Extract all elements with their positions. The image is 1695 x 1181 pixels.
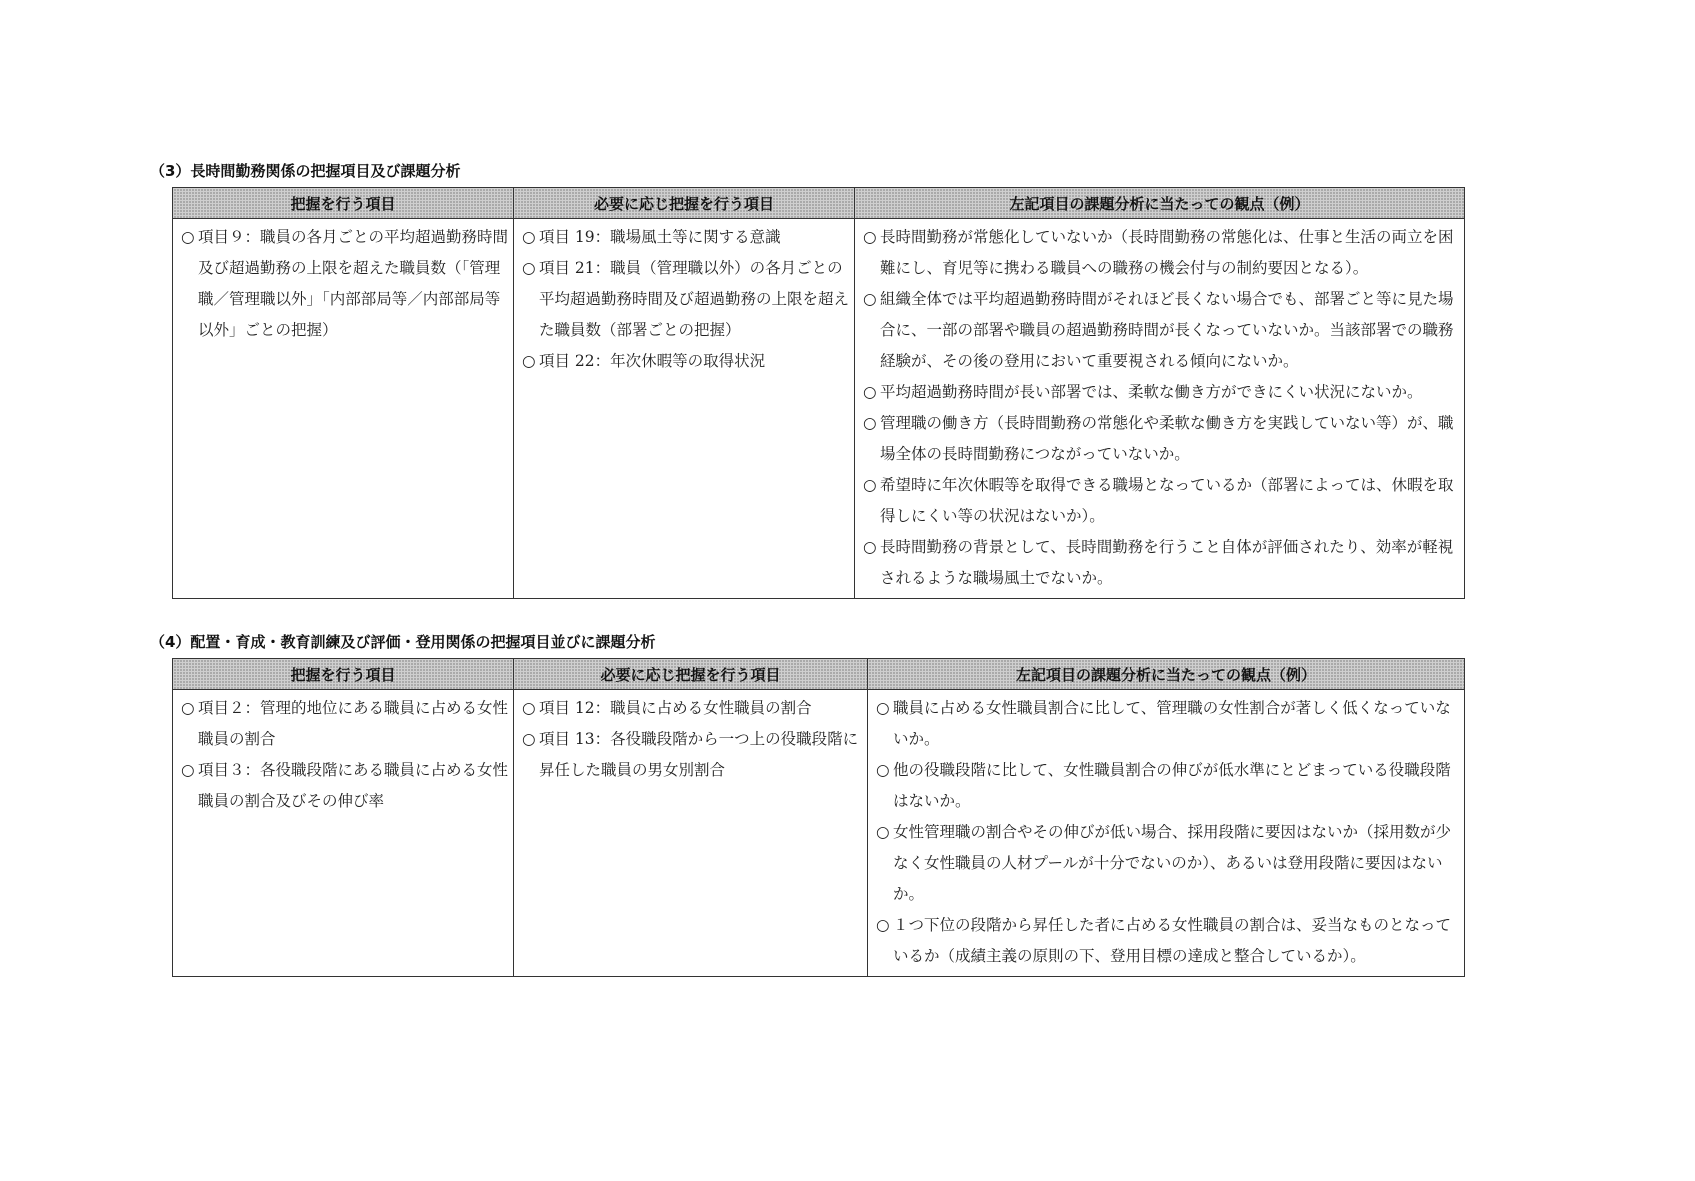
list-item-text: 項目 21：職員（管理職以外）の各月ごとの平均超過勤務時間及び超過勤務の上限を超えた職員数（部署ごとの把握） [539, 259, 850, 339]
list-item-text: 希望時に年次休暇等を取得できる職場となっているか（部署によっては、休暇を取得しにくい等の状況はないか）。 [880, 476, 1454, 525]
list-item-text: １つ下位の段階から昇任した者に占める女性職員の割合は、妥当なものとなっているか（成績主義の原則の下、登用目標の達成と整合しているか）。 [893, 916, 1452, 965]
list-item-text: 項目２：管理的地位にある職員に占める女性職員の割合 [198, 699, 509, 748]
column-header-optional-items: 必要に応じ把握を行う項目 [514, 659, 868, 690]
circle-bullet-icon: ○ [876, 916, 890, 934]
list-item [181, 755, 509, 817]
optional-items-cell [514, 219, 855, 599]
analysis-viewpoints-cell [868, 690, 1465, 977]
analysis-viewpoints-cell [855, 219, 1465, 599]
circle-bullet-icon: ○ [863, 290, 877, 308]
list-item-text: 長時間勤務の背景として、長時間勤務を行うこと自体が評価されたり、効率が軽視されるような職場風土でないか。 [880, 538, 1454, 587]
list-item-text: 女性管理職の割合やその伸びが低い場合、採用段階に要因はないか（採用数が少なく女性職員の人材プールが十分でないのか）、あるいは登用段階に要因はないか。 [893, 823, 1452, 903]
list-item [876, 693, 1460, 755]
content-row [173, 219, 1465, 599]
circle-bullet-icon: ○ [522, 699, 536, 717]
column-header-required-items: 把握を行う項目 [173, 188, 514, 219]
circle-bullet-icon: ○ [522, 259, 536, 277]
circle-bullet-icon: ○ [181, 699, 195, 717]
list-item-text: 組織全体では平均超過勤務時間がそれほど長くない場合でも、部署ごと等に見た場合に、一部の部署や職員の超過勤務時間が長くなっていないか。当該部署での職務経験が、その後の登用において重要視される傾向にないか。 [880, 290, 1454, 370]
section-4-table [172, 658, 1465, 977]
circle-bullet-icon: ○ [876, 823, 890, 841]
list-item-text: 項目３：各役職段階にある職員に占める女性職員の割合及びその伸び率 [198, 761, 509, 810]
list-item-text: 項目 12：職員に占める女性職員の割合 [539, 699, 812, 717]
list-item-text: 項目 22：年次休暇等の取得状況 [539, 352, 766, 370]
circle-bullet-icon: ○ [863, 228, 877, 246]
circle-bullet-icon: ○ [522, 730, 536, 748]
circle-bullet-icon: ○ [181, 228, 195, 246]
list-item [863, 532, 1460, 594]
header-row [173, 659, 1465, 690]
list-item-text: 他の役職段階に比して、女性職員割合の伸びが低水準にとどまっている役職段階はないか。 [893, 761, 1451, 810]
list-item [863, 284, 1460, 377]
circle-bullet-icon: ○ [863, 538, 877, 556]
content-row [173, 690, 1465, 977]
list-item [522, 693, 863, 724]
circle-bullet-icon: ○ [863, 383, 877, 401]
circle-bullet-icon: ○ [876, 699, 890, 717]
list-item [181, 222, 509, 346]
list-item [863, 408, 1460, 470]
list-item-text: 職員に占める女性職員割合に比して、管理職の女性割合が著しく低くなっていないか。 [893, 699, 1451, 748]
list-item-text: 平均超過勤務時間が長い部署では、柔軟な働き方ができにくい状況にないか。 [880, 383, 1423, 401]
header-row [173, 188, 1465, 219]
list-item [181, 693, 509, 755]
section-3-table [172, 187, 1465, 599]
required-items-cell [173, 219, 514, 599]
list-item [876, 910, 1460, 972]
circle-bullet-icon: ○ [522, 228, 536, 246]
column-header-optional-items: 必要に応じ把握を行う項目 [514, 188, 855, 219]
list-item [863, 222, 1460, 284]
circle-bullet-icon: ○ [181, 761, 195, 779]
list-item [522, 222, 850, 253]
circle-bullet-icon: ○ [876, 761, 890, 779]
optional-items-cell [514, 690, 868, 977]
section-4-title: （4）配置・育成・教育訓練及び評価・登用関係の把握項目並びに課題分析 [150, 633, 656, 651]
list-item [522, 724, 863, 786]
circle-bullet-icon: ○ [863, 414, 877, 432]
list-item [522, 253, 850, 346]
list-item-text: 項目 13：各役職段階から一つ上の役職段階に昇任した職員の男女別割合 [539, 730, 859, 779]
list-item [863, 470, 1460, 532]
list-item-text: 管理職の働き方（長時間勤務の常態化や柔軟な働き方を実践していない等）が、職場全体の長時間勤務につながっていないか。 [880, 414, 1454, 463]
list-item [876, 755, 1460, 817]
list-item [522, 346, 850, 377]
list-item [876, 817, 1460, 910]
circle-bullet-icon: ○ [863, 476, 877, 494]
column-header-analysis-viewpoints: 左記項目の課題分析に当たっての観点（例） [855, 188, 1465, 219]
section-3-title: （3）長時間勤務関係の把握項目及び課題分析 [150, 162, 461, 180]
circle-bullet-icon: ○ [522, 352, 536, 370]
list-item-text: 項目９：職員の各月ごとの平均超過勤務時間及び超過勤務の上限を超えた職員数（「管理職／管理職以外」「内部部局等／内部部局等以外」ごとの把握） [198, 228, 509, 339]
column-header-analysis-viewpoints: 左記項目の課題分析に当たっての観点（例） [868, 659, 1465, 690]
list-item-text: 長時間勤務が常態化していないか（長時間勤務の常態化は、仕事と生活の両立を困難にし、育児等に携わる職員への職務の機会付与の制約要因となる）。 [880, 228, 1454, 277]
column-header-required-items: 把握を行う項目 [173, 659, 514, 690]
list-item-text: 項目 19：職場風土等に関する意識 [539, 228, 781, 246]
list-item [863, 377, 1460, 408]
required-items-cell [173, 690, 514, 977]
